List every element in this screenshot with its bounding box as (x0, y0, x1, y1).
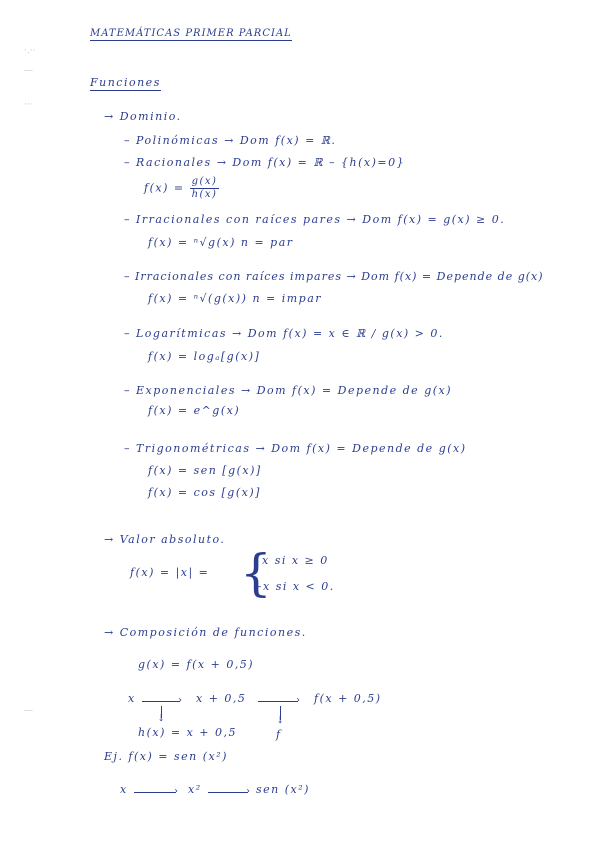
polinomicas-line: – Polinómicas → Dom f(x) = ℝ. (124, 134, 337, 147)
example-end: sen (x²) (256, 783, 310, 796)
arrow-right-icon (208, 792, 248, 793)
valor-absoluto-lhs: f(x) = |x| = (130, 566, 210, 579)
logaritmicas-line: – Logarítmicas → Dom f(x) = x ∈ ℝ / g(x) > 0. (124, 327, 444, 340)
arrow-head-icon: › (178, 695, 182, 706)
diagram-f-label: f (276, 728, 282, 741)
valor-absoluto-heading: → Valor absoluto. (104, 533, 226, 546)
diagram-end: f(x + 0,5) (314, 692, 382, 705)
example-mid: x² (188, 783, 202, 796)
diagram-h: h(x) = x + 0,5 (138, 726, 237, 739)
fraction-numerator: g(x) (191, 176, 218, 187)
irracionales-pares-formula: f(x) = ⁿ√g(x) n = par (148, 236, 294, 249)
diagram-mid: x + 0,5 (196, 692, 247, 705)
trig-sen-formula: f(x) = sen [g(x)] (148, 464, 262, 477)
page-title: MATEMÁTICAS PRIMER PARCIAL (90, 28, 292, 39)
arrow-head-icon: › (246, 786, 250, 797)
valor-absoluto-case2: –x si x < 0. (256, 580, 335, 593)
dominio-heading: → Dominio. (104, 110, 182, 123)
arrow-head-icon: › (174, 786, 178, 797)
racionales-formula (144, 176, 219, 201)
irracionales-impares-line: – Irracionales con raíces impares → Dom f(x) = Depende de g(x) (124, 270, 544, 283)
section-heading: Funciones (90, 76, 161, 89)
exponenciales-line: – Exponenciales → Dom f(x) = Depende de g(x) (124, 384, 453, 397)
arrow-head-icon: ↓ (157, 713, 166, 724)
margin-mark: ·.·· (24, 46, 36, 56)
margin-mark: — (24, 66, 33, 76)
example-line: Ej. f(x) = sen (x²) (104, 750, 228, 763)
margin-mark: ··· (24, 100, 33, 110)
arrow-head-icon: ↓ (276, 715, 285, 726)
margin-mark: — (24, 706, 33, 716)
logaritmicas-formula: f(x) = logₐ[g(x)] (148, 350, 261, 363)
example-x: x (120, 783, 128, 796)
racionales-line: – Racionales → Dom f(x) = ℝ – {h(x)=0} (124, 156, 406, 169)
irracionales-pares-line: – Irracionales con raíces pares → Dom f(x) = g(x) ≥ 0. (124, 213, 506, 226)
trigonometricas-line: – Trigonométricas → Dom f(x) = Depende de g(x) (124, 442, 467, 455)
trig-cos-formula: f(x) = cos [g(x)] (148, 486, 261, 499)
curly-brace-icon: { (240, 544, 272, 602)
arrow-right-icon (134, 792, 176, 793)
exponenciales-formula: f(x) = e^g(x) (148, 404, 241, 417)
arrow-head-icon: › (296, 695, 300, 706)
arrow-right-icon (258, 701, 298, 702)
irracionales-impares-formula: f(x) = ⁿ√(g(x)) n = impar (148, 292, 323, 305)
fraction-denominator: h(x) (191, 189, 218, 200)
valor-absoluto-case1: x si x ≥ 0 (262, 554, 329, 567)
arrow-right-icon (142, 701, 180, 702)
composicion-definition: g(x) = f(x + 0,5) (138, 658, 255, 671)
racionales-lhs: f(x) = (144, 181, 185, 195)
composicion-heading: → Composición de funciones. (104, 626, 307, 639)
diagram-x: x (128, 692, 136, 705)
fraction (190, 176, 220, 201)
